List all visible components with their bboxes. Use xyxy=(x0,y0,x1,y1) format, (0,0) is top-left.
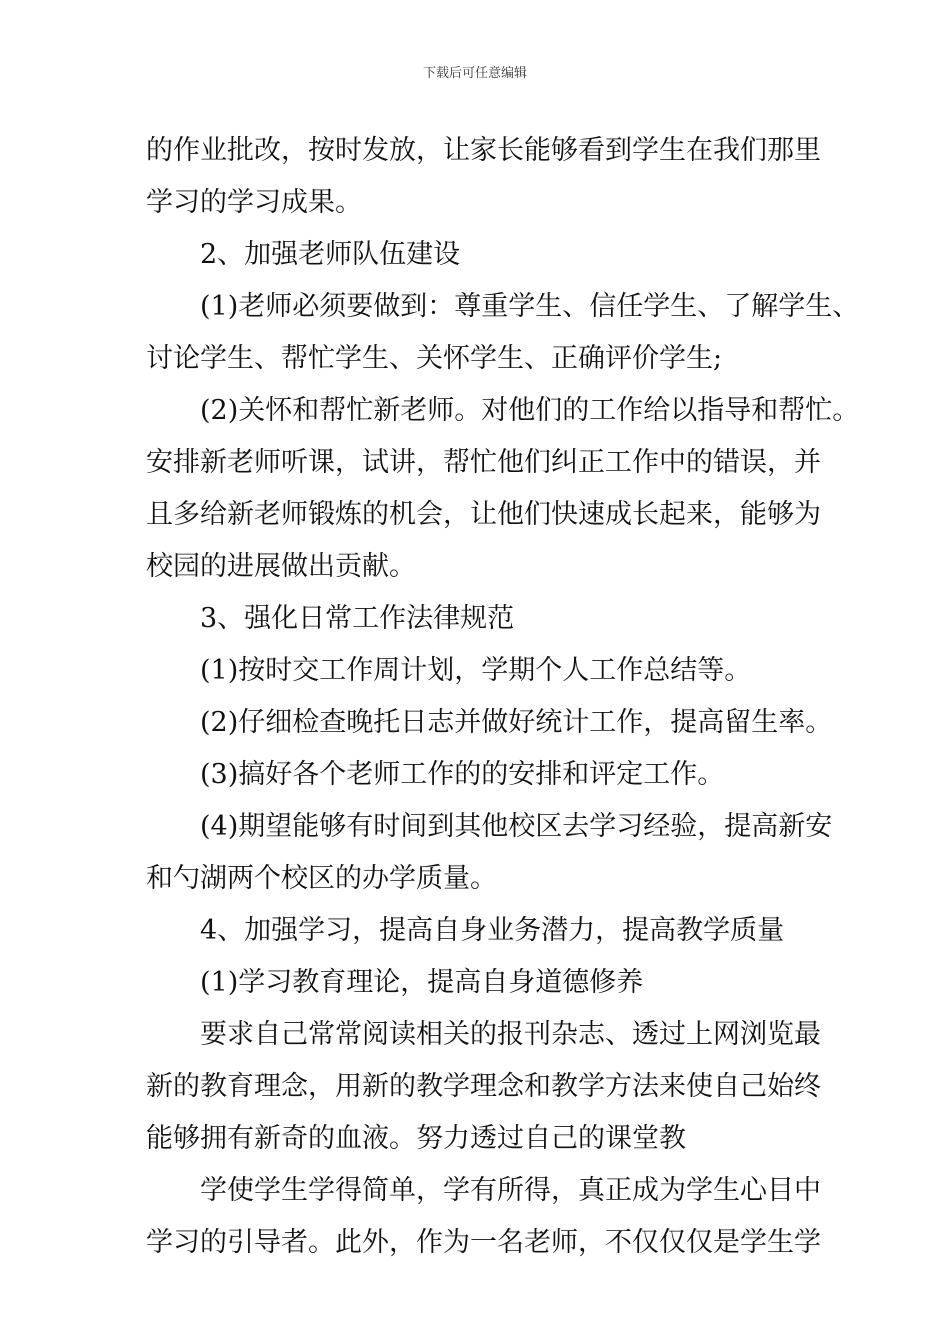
section-heading-4: 4、加强学习，提高自身业务潜力，提高教学质量 xyxy=(200,915,785,946)
section-heading-3: 3、强化日常工作法律规范 xyxy=(200,603,515,634)
text-line-13: (3)搞好各个老师工作的的安排和评定工作。 xyxy=(200,759,725,790)
text-line-11: (1)按时交工作周计划，学期个人工作总结等。 xyxy=(200,655,752,686)
text-line-6: (2)关怀和帮忙新老师。对他们的工作给以指导和帮忙。 xyxy=(200,395,860,426)
text-line-1: 的作业批改，按时发放，让家长能够看到学生在我们那里 xyxy=(146,135,821,166)
text-line-4: (1)老师必须要做到：尊重学生、信任学生、了解学生、 xyxy=(200,291,860,322)
text-line-9: 校园的进展做出贡献。 xyxy=(146,551,416,582)
text-line-2: 学习的学习成果。 xyxy=(146,187,362,218)
text-line-14: (4)期望能够有时间到其他校区去学习经验，提高新安 xyxy=(200,811,833,842)
text-line-18: 要求自己常常阅读相关的报刊杂志、透过上网浏览最 xyxy=(200,1019,821,1050)
section-heading-2: 2、加强老师队伍建设 xyxy=(200,239,461,270)
text-line-19: 新的教育理念，用新的教学理念和教学方法来使自己始终 xyxy=(146,1071,821,1102)
text-line-20: 能够拥有新奇的血液。努力透过自己的课堂教 xyxy=(146,1123,686,1154)
text-line-7: 安排新老师听课，试讲，帮忙他们纠正工作中的错误，并 xyxy=(146,447,821,478)
text-line-5: 讨论学生、帮忙学生、关怀学生、正确评价学生; xyxy=(146,343,723,374)
text-line-12: (2)仔细检查晚托日志并做好统计工作，提高留生率。 xyxy=(200,707,833,738)
page-header: 下载后可任意编辑 xyxy=(422,66,527,81)
document-body xyxy=(146,128,860,1272)
text-line-15: 和勺湖两个校区的办学质量。 xyxy=(146,863,497,894)
text-line-17: (1)学习教育理论，提高自身道德修养 xyxy=(200,967,644,998)
text-line-22: 学习的引导者。此外，作为一名老师，不仅仅仅是学生学 xyxy=(146,1227,821,1258)
text-line-21: 学使学生学得简单，学有所得，真正成为学生心目中 xyxy=(200,1175,821,1206)
text-line-8: 且多给新老师锻炼的机会，让他们快速成长起来，能够为 xyxy=(146,499,821,530)
